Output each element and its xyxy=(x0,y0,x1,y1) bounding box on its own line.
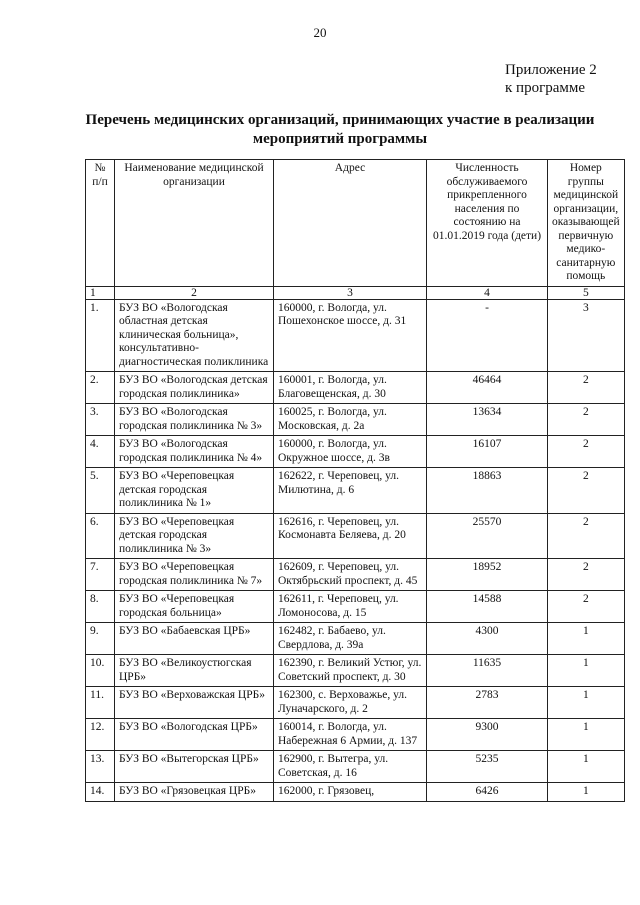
group-number: 1 xyxy=(548,783,625,802)
organization-address: 160014, г. Вологда, ул. Набережная 6 Армии, д. 137 xyxy=(274,719,427,751)
population-count: - xyxy=(427,299,548,372)
row-number: 12. xyxy=(86,719,115,751)
table-row xyxy=(86,783,625,802)
index-cell: 1 xyxy=(86,286,115,299)
row-number: 1. xyxy=(86,299,115,372)
table-row xyxy=(86,591,625,623)
population-count: 18952 xyxy=(427,559,548,591)
table-row xyxy=(86,559,625,591)
organization-name: БУЗ ВО «Череповецкая детская городская поликлиника № 1» xyxy=(115,468,274,514)
organization-name: БУЗ ВО «Верховажская ЦРБ» xyxy=(115,687,274,719)
header-address: Адрес xyxy=(274,160,427,287)
organization-address: 162390, г. Великий Устюг, ул. Советский проспект, д. 30 xyxy=(274,655,427,687)
organization-address: 162622, г. Череповец, ул. Милютина, д. 6 xyxy=(274,468,427,514)
header-num: № п/п xyxy=(86,160,115,287)
table-row xyxy=(86,513,625,559)
table-row xyxy=(86,372,625,404)
group-number: 2 xyxy=(548,513,625,559)
table-row xyxy=(86,687,625,719)
table-header-row xyxy=(86,160,625,287)
title-line-1: Перечень медицинских организаций, принимающих участие в реализации xyxy=(85,112,595,128)
organization-name: БУЗ ВО «Вологодская областная детская клиническая больница», консультативно-диагностическая поликлиника xyxy=(115,299,274,372)
organization-name: БУЗ ВО «Череповецкая детская городская поликлиника № 3» xyxy=(115,513,274,559)
organization-address: 160025, г. Вологда, ул. Московская, д. 2а xyxy=(274,404,427,436)
organization-address: 162482, г. Бабаево, ул. Свердлова, д. 39а xyxy=(274,623,427,655)
annex-label xyxy=(505,61,597,97)
header-group: Номер группы медицинской организации, оказывающей первичную медико-санитарную помощь xyxy=(548,160,625,287)
population-count: 5235 xyxy=(427,751,548,783)
page-number: 20 xyxy=(313,25,327,40)
row-number: 9. xyxy=(86,623,115,655)
group-number: 1 xyxy=(548,655,625,687)
index-cell: 2 xyxy=(115,286,274,299)
table-row xyxy=(86,404,625,436)
table-row xyxy=(86,751,625,783)
row-number: 8. xyxy=(86,591,115,623)
row-number: 6. xyxy=(86,513,115,559)
index-cell: 4 xyxy=(427,286,548,299)
population-count: 25570 xyxy=(427,513,548,559)
population-count: 9300 xyxy=(427,719,548,751)
table-row xyxy=(86,299,625,372)
row-number: 4. xyxy=(86,436,115,468)
title-line-2: мероприятий программы xyxy=(252,131,428,147)
group-number: 2 xyxy=(548,372,625,404)
population-count: 2783 xyxy=(427,687,548,719)
organization-address: 160000, г. Вологда, ул. Пошехонское шоссе, д. 31 xyxy=(274,299,427,372)
organization-address: 162900, г. Вытегра, ул. Советская, д. 16 xyxy=(274,751,427,783)
row-number: 14. xyxy=(86,783,115,802)
annex-line-2: к программе xyxy=(505,80,586,96)
organization-address: 162609, г. Череповец, ул. Октябрьский проспект, д. 45 xyxy=(274,559,427,591)
table-row xyxy=(86,468,625,514)
organization-address: 162611, г. Череповец, ул. Ломоносова, д. 15 xyxy=(274,591,427,623)
organization-address: 162300, с. Верховажье, ул. Луначарского, д. 2 xyxy=(274,687,427,719)
organization-name: БУЗ ВО «Череповецкая городская больница» xyxy=(115,591,274,623)
table-row xyxy=(86,655,625,687)
index-cell: 3 xyxy=(274,286,427,299)
header-name: Наименование медицинской организации xyxy=(115,160,274,287)
population-count: 14588 xyxy=(427,591,548,623)
organization-name: БУЗ ВО «Вологодская городская поликлиника № 4» xyxy=(115,436,274,468)
organization-name: БУЗ ВО «Вологодская городская поликлиника № 3» xyxy=(115,404,274,436)
row-number: 3. xyxy=(86,404,115,436)
row-number: 7. xyxy=(86,559,115,591)
organization-address: 160001, г. Вологда, ул. Благовещенская, д. 30 xyxy=(274,372,427,404)
organizations-table xyxy=(85,159,625,802)
group-number: 1 xyxy=(548,719,625,751)
table-row xyxy=(86,719,625,751)
organization-name: БУЗ ВО «Грязовецкая ЦРБ» xyxy=(115,783,274,802)
population-count: 16107 xyxy=(427,436,548,468)
group-number: 2 xyxy=(548,436,625,468)
population-count: 4300 xyxy=(427,623,548,655)
row-number: 13. xyxy=(86,751,115,783)
group-number: 1 xyxy=(548,751,625,783)
column-index-row xyxy=(86,286,625,299)
organization-name: БУЗ ВО «Великоустюгская ЦРБ» xyxy=(115,655,274,687)
organization-address: 162000, г. Грязовец, xyxy=(274,783,427,802)
row-number: 5. xyxy=(86,468,115,514)
header-population: Численность обслуживаемого прикрепленного населения по состоянию на 01.01.2019 года (дети) xyxy=(427,160,548,287)
organization-name: БУЗ ВО «Вытегорская ЦРБ» xyxy=(115,751,274,783)
group-number: 1 xyxy=(548,623,625,655)
group-number: 2 xyxy=(548,559,625,591)
group-number: 1 xyxy=(548,687,625,719)
population-count: 46464 xyxy=(427,372,548,404)
organization-name: БУЗ ВО «Вологодская детская городская поликлиника» xyxy=(115,372,274,404)
document-title xyxy=(60,111,620,149)
group-number: 2 xyxy=(548,404,625,436)
row-number: 10. xyxy=(86,655,115,687)
annex-line-1: Приложение 2 xyxy=(505,62,597,78)
row-number: 11. xyxy=(86,687,115,719)
group-number: 2 xyxy=(548,468,625,514)
organization-name: БУЗ ВО «Вологодская ЦРБ» xyxy=(115,719,274,751)
row-number: 2. xyxy=(86,372,115,404)
table-row xyxy=(86,623,625,655)
population-count: 11635 xyxy=(427,655,548,687)
population-count: 6426 xyxy=(427,783,548,802)
organization-address: 160000, г. Вологда, ул. Окружное шоссе, д. 3в xyxy=(274,436,427,468)
population-count: 13634 xyxy=(427,404,548,436)
population-count: 18863 xyxy=(427,468,548,514)
index-cell: 5 xyxy=(548,286,625,299)
organization-address: 162616, г. Череповец, ул. Космонавта Беляева, д. 20 xyxy=(274,513,427,559)
group-number: 3 xyxy=(548,299,625,372)
organization-name: БУЗ ВО «Бабаевская ЦРБ» xyxy=(115,623,274,655)
group-number: 2 xyxy=(548,591,625,623)
organization-name: БУЗ ВО «Череповецкая городская поликлиника № 7» xyxy=(115,559,274,591)
table-row xyxy=(86,436,625,468)
